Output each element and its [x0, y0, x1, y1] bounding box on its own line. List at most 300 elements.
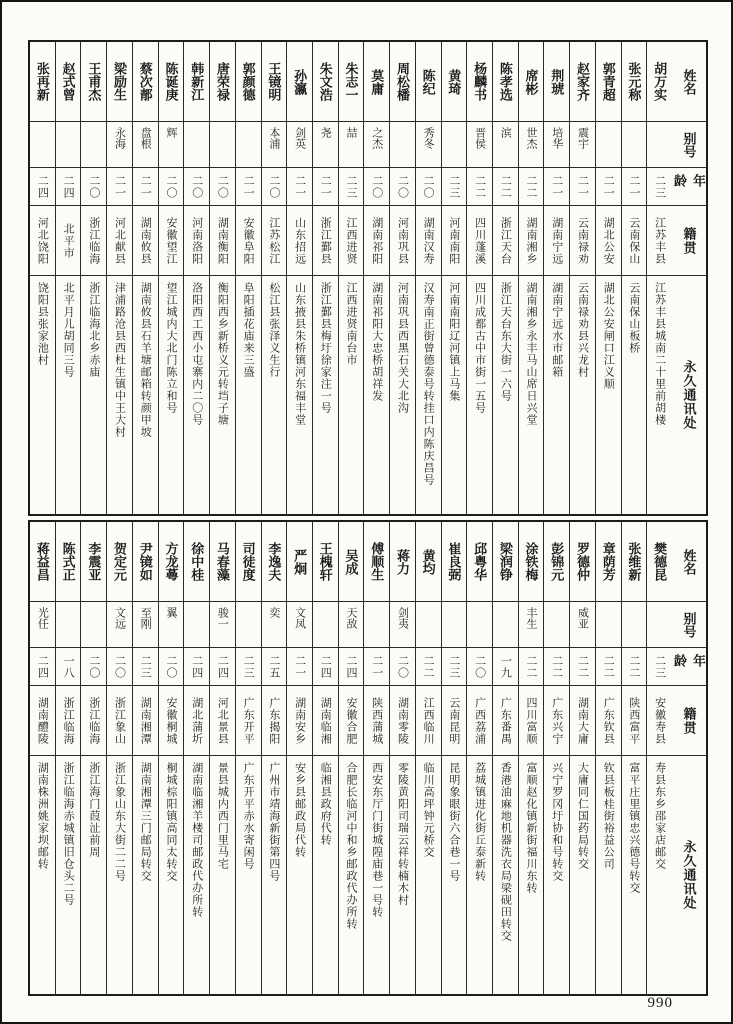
- person-column: [518, 522, 544, 994]
- person-age: 二〇: [416, 168, 441, 206]
- person-native-place: 浙江临海: [81, 686, 106, 756]
- person-column: [261, 42, 287, 514]
- person-age: 二三: [647, 168, 672, 206]
- person-name: 马春藻: [210, 522, 235, 602]
- person-native-place: 四川富顺: [519, 686, 544, 756]
- person-name: 胡万实: [647, 42, 672, 122]
- person-alias: 培华: [544, 122, 569, 168]
- person-alias: 秀冬: [416, 122, 441, 168]
- person-age: 二五: [262, 648, 287, 686]
- person-column: [621, 42, 647, 514]
- person-native-place: 湖南湘潭: [133, 686, 158, 756]
- person-age: 二〇: [184, 168, 209, 206]
- person-native-place: 浙江象山: [107, 686, 132, 756]
- person-column: [209, 42, 235, 514]
- person-column: [30, 522, 55, 994]
- person-column: [569, 522, 595, 994]
- person-alias: [493, 602, 518, 648]
- person-address: 昆明象眼街六合巷一号: [447, 762, 460, 882]
- person-native-place: 广东开平: [236, 686, 261, 756]
- person-alias: [184, 122, 209, 168]
- person-address: 洛阳西工西小屯寨内二〇号: [190, 282, 203, 426]
- person-native-place: 江苏松江: [262, 206, 287, 276]
- person-name: 涂铁梅: [519, 522, 544, 602]
- person-native-place: 山东招远: [287, 206, 312, 276]
- person-native-place: 浙江鄞县: [313, 206, 338, 276]
- person-age: 二〇: [81, 648, 106, 686]
- person-age: 二二: [467, 168, 492, 206]
- person-name: 韩新江: [184, 42, 209, 122]
- person-native-place: 河北献县: [107, 206, 132, 276]
- person-name: 梁润铮: [493, 522, 518, 602]
- person-age: 二二: [519, 168, 544, 206]
- person-address: 阜阳插花庙来三盛: [242, 282, 255, 378]
- person-name: 方龙蕚: [159, 522, 184, 602]
- person-native-place: 浙江天台: [493, 206, 518, 276]
- person-name: 李逸夫: [262, 522, 287, 602]
- person-alias: 滨: [493, 122, 518, 168]
- person-column: [106, 42, 132, 514]
- person-column: [338, 42, 364, 514]
- person-native-place: 安徽阜阳: [236, 206, 261, 276]
- person-age: 二〇: [364, 168, 389, 206]
- person-column: [312, 42, 338, 514]
- person-column: [261, 522, 287, 994]
- person-native-place: 湖南祁阳: [364, 206, 389, 276]
- person-alias: 尧: [313, 122, 338, 168]
- person-name: 唐荣禄: [210, 42, 235, 122]
- person-native-place: 广西荔浦: [467, 686, 492, 756]
- person-name: 徐中桂: [184, 522, 209, 602]
- person-age: 二〇: [159, 648, 184, 686]
- person-age: 二三: [236, 648, 261, 686]
- person-column: [80, 522, 106, 994]
- person-name: 杨麟书: [467, 42, 492, 122]
- person-alias: [596, 602, 621, 648]
- person-name: 罗德仲: [570, 522, 595, 602]
- person-native-place: 云南昆明: [442, 686, 467, 756]
- person-name: 梁励生: [107, 42, 132, 122]
- person-alias: 震宇: [570, 122, 595, 168]
- person-alias: 之杰: [364, 122, 389, 168]
- person-native-place: 北平市: [56, 206, 81, 276]
- person-native-place: 四川蓬溪: [467, 206, 492, 276]
- person-column: [389, 42, 415, 514]
- person-column: [235, 522, 261, 994]
- person-name: 司徒度: [236, 522, 261, 602]
- person-native-place: 江苏丰县: [647, 206, 672, 276]
- person-native-place: 广东揭阳: [262, 686, 287, 756]
- person-address: 浙江临海赤城镇旧仓头二号: [62, 762, 75, 906]
- person-alias: 天敌: [339, 602, 364, 648]
- person-address: 安乡县邮政局代转: [293, 762, 306, 858]
- person-age: 二四: [313, 648, 338, 686]
- person-column: [363, 42, 389, 514]
- person-alias: [81, 122, 106, 168]
- person-native-place: 广东钦县: [596, 686, 621, 756]
- person-column: [543, 522, 569, 994]
- person-name: 张维新: [622, 522, 647, 602]
- person-alias: 永海: [107, 122, 132, 168]
- header-native: 籍贯: [672, 206, 706, 276]
- person-column: [569, 42, 595, 514]
- person-name: 樊德昆: [647, 522, 672, 602]
- person-age: 二二: [519, 648, 544, 686]
- person-alias: 喆: [339, 122, 364, 168]
- person-alias: [596, 122, 621, 168]
- person-name: 严炯: [287, 522, 312, 602]
- person-address: 松江县张泽义生行: [267, 282, 280, 378]
- person-alias: 威亚: [570, 602, 595, 648]
- person-native-place: 湖南醴陵: [30, 686, 55, 756]
- person-age: 二三: [133, 648, 158, 686]
- person-alias: [56, 602, 81, 648]
- person-native-place: 陕西富平: [622, 686, 647, 756]
- person-alias: [390, 122, 415, 168]
- person-native-place: 河北饶阳: [30, 206, 55, 276]
- person-native-place: 云南保山: [622, 206, 647, 276]
- person-alias: [544, 602, 569, 648]
- person-address: 汉寿南正街曾德泰号转挂口内陈庆昌号: [422, 282, 435, 486]
- person-name: 蒋益昌: [30, 522, 55, 602]
- person-alias: [364, 602, 389, 648]
- person-column: [415, 522, 441, 994]
- person-age: 二二: [622, 648, 647, 686]
- person-address: 荔城镇进化街丘泰新转: [473, 762, 486, 882]
- person-alias: [236, 122, 261, 168]
- header-column: [672, 522, 706, 994]
- person-native-place: 广东兴宁: [544, 686, 569, 756]
- person-address: 湖南湘潭三门邮局转交: [139, 762, 152, 882]
- header-age: 年龄: [672, 648, 706, 686]
- person-name: 张再新: [30, 42, 55, 122]
- person-address: 香港油麻地机器洗衣局梁砚田转交: [499, 762, 512, 942]
- person-address: 富平庄里镇忠兴德号转交: [627, 762, 640, 894]
- person-address: 西安东厅门街城隍庙巷一号转: [370, 762, 383, 918]
- person-address: 合肥长临河中和乡邮政代办所转: [345, 762, 358, 930]
- person-age: 二〇: [159, 168, 184, 206]
- person-alias: [30, 122, 55, 168]
- person-column: [543, 42, 569, 514]
- person-address: 湖南攸县石羊塘邮箱转颜甲坡: [139, 282, 152, 438]
- person-age: 二〇: [81, 168, 106, 206]
- person-alias: [467, 602, 492, 648]
- person-age: 二一: [570, 168, 595, 206]
- person-name: 朱志一: [339, 42, 364, 122]
- person-column: [55, 522, 81, 994]
- person-name: 彭锦元: [544, 522, 569, 602]
- person-age: 二〇: [210, 168, 235, 206]
- person-name: 章荫芳: [596, 522, 621, 602]
- person-alias: [647, 602, 672, 648]
- person-alias: 文远: [107, 602, 132, 648]
- person-column: [183, 42, 209, 514]
- person-address: 河南南阳辽河镇上马集: [447, 282, 460, 402]
- person-column: [209, 522, 235, 994]
- person-age: 一九: [493, 648, 518, 686]
- person-column: [132, 522, 158, 994]
- person-address: 望江城内大北门陈立和号: [164, 282, 177, 414]
- person-column: [183, 522, 209, 994]
- person-name: 陈孝选: [493, 42, 518, 122]
- person-native-place: 云南禄劝: [570, 206, 595, 276]
- person-native-place: 安徽望江: [159, 206, 184, 276]
- person-name: 席彬: [519, 42, 544, 122]
- person-age: 一八: [56, 648, 81, 686]
- person-address: 寿县东乡邵家店邮交: [653, 762, 666, 870]
- person-alias: 辉: [159, 122, 184, 168]
- person-address: 浙江象山东大街二二号: [113, 762, 126, 882]
- person-native-place: 湖北公安: [596, 206, 621, 276]
- person-alias: 骏一: [210, 602, 235, 648]
- person-column: [492, 42, 518, 514]
- person-native-place: 河南南阳: [442, 206, 467, 276]
- person-column: [595, 42, 621, 514]
- person-native-place: 湖南宁远: [544, 206, 569, 276]
- person-column: [492, 522, 518, 994]
- person-age: 二〇: [107, 648, 132, 686]
- person-address: 云南禄劝县兴龙村: [576, 282, 589, 378]
- person-column: [646, 522, 672, 994]
- person-native-place: 安徽合肥: [339, 686, 364, 756]
- person-alias: 文凤: [287, 602, 312, 648]
- person-column: [106, 522, 132, 994]
- person-name: 赵式曾: [56, 42, 81, 122]
- person-age: 二三: [647, 648, 672, 686]
- person-address: 湖南宁远水市邮箱: [550, 282, 563, 378]
- person-name: 赵家齐: [570, 42, 595, 122]
- person-address: 浙江海门葭沚前周: [87, 762, 100, 858]
- person-name: 李震亚: [81, 522, 106, 602]
- person-native-place: 湖北蒲圻: [184, 686, 209, 756]
- header-native: 籍贯: [672, 686, 706, 756]
- person-column: [80, 42, 106, 514]
- person-age: 二二: [544, 648, 569, 686]
- person-age: 二二: [493, 168, 518, 206]
- person-name: 邱粤华: [467, 522, 492, 602]
- person-address: 饶阳县张家池村: [36, 282, 49, 366]
- person-age: 二一: [313, 168, 338, 206]
- person-name: 荆琥: [544, 42, 569, 122]
- person-alias: [442, 602, 467, 648]
- header-alias: 别号: [672, 602, 706, 648]
- person-address: 零陵黄阳司瑞云祥转楠木村: [396, 762, 409, 906]
- person-address: 桐城棕阳镇高同太转交: [164, 762, 177, 882]
- person-column: [55, 42, 81, 514]
- person-native-place: 浙江临海: [56, 686, 81, 756]
- person-address: 浙江天台东大街一六号: [499, 282, 512, 402]
- person-alias: 晋侯: [467, 122, 492, 168]
- person-alias: 世杰: [519, 122, 544, 168]
- person-alias: [81, 602, 106, 648]
- header-alias: 别号: [672, 122, 706, 168]
- person-address: 湖北公安闸口江义顺: [602, 282, 615, 390]
- person-native-place: 湖南攸县: [133, 206, 158, 276]
- person-age: 二〇: [390, 168, 415, 206]
- person-age: 二一: [544, 168, 569, 206]
- person-name: 陈纪: [416, 42, 441, 122]
- person-alias: 光任: [30, 602, 55, 648]
- person-native-place: 湖南汉寿: [416, 206, 441, 276]
- person-column: [441, 42, 467, 514]
- person-native-place: 江西进贤: [339, 206, 364, 276]
- person-age: 二一: [133, 168, 158, 206]
- person-name: 崔良弼: [442, 522, 467, 602]
- person-native-place: 河南巩县: [390, 206, 415, 276]
- person-alias: [313, 602, 338, 648]
- person-name: 黄琦: [442, 42, 467, 122]
- person-name: 贺定元: [107, 522, 132, 602]
- person-name: 陈诞庚: [159, 42, 184, 122]
- person-address: 广东开平赤水寄闲号: [242, 762, 255, 870]
- person-name: 张元称: [622, 42, 647, 122]
- person-native-place: 浙江临海: [81, 206, 106, 276]
- person-age: 二二: [416, 648, 441, 686]
- person-age: 二三: [442, 648, 467, 686]
- roster-table-bottom: [28, 520, 708, 996]
- person-address: 湖南湘乡永丰马山席日兴堂: [525, 282, 538, 426]
- person-age: 二一: [107, 168, 132, 206]
- person-native-place: 湖南衡阳: [210, 206, 235, 276]
- header-age: 年龄: [672, 168, 706, 206]
- person-address: 临川高坪钟元桥交: [422, 762, 435, 858]
- person-column: [30, 42, 55, 514]
- person-address: 湖南祁阳大忠桥胡祥发: [370, 282, 383, 402]
- person-name: 莫庸: [364, 42, 389, 122]
- header-address: 永久通讯处: [681, 840, 697, 910]
- person-column: [518, 42, 544, 514]
- person-name: 黄均: [416, 522, 441, 602]
- person-alias: [210, 122, 235, 168]
- person-address: 浙江鄞县梅圩徐家注一号: [319, 282, 332, 414]
- person-age: 二三: [442, 168, 467, 206]
- header-address: 永久通讯处: [681, 360, 697, 430]
- person-alias: 盘根: [133, 122, 158, 168]
- person-alias: 剑英: [287, 122, 312, 168]
- person-address: 四川成都古中市街一五号: [473, 282, 486, 414]
- person-address: 江苏丰县城南二十里前胡楼: [653, 282, 666, 426]
- person-age: 二〇: [390, 648, 415, 686]
- person-name: 朱文浩: [313, 42, 338, 122]
- person-name: 陈式正: [56, 522, 81, 602]
- person-native-place: 广东番禺: [493, 686, 518, 756]
- person-column: [441, 522, 467, 994]
- person-alias: [622, 602, 647, 648]
- person-name: 郭青超: [596, 42, 621, 122]
- person-age: 二四: [184, 648, 209, 686]
- person-name: 周松橎: [390, 42, 415, 122]
- person-name: 尹镜如: [133, 522, 158, 602]
- header-column: [672, 42, 706, 514]
- person-native-place: 河北景县: [210, 686, 235, 756]
- person-column: [158, 42, 184, 514]
- person-column: [286, 522, 312, 994]
- person-age: 二一: [236, 168, 261, 206]
- person-name: 傅顺生: [364, 522, 389, 602]
- person-address: 津浦路沧县西杜生镇中王大村: [113, 282, 126, 438]
- person-address: 山东掖县朱桥镇河东福丰堂: [293, 282, 306, 426]
- person-column: [363, 522, 389, 994]
- person-native-place: 陕西蒲城: [364, 686, 389, 756]
- person-address: 钦县板桂街裕益公司: [602, 762, 615, 870]
- person-age: 二〇: [467, 648, 492, 686]
- header-name: 姓名: [672, 522, 706, 602]
- person-native-place: 安徽桐城: [159, 686, 184, 756]
- roster-table-top: [28, 40, 708, 516]
- person-native-place: 湖南大庸: [570, 686, 595, 756]
- person-alias: 翼: [159, 602, 184, 648]
- person-column: [415, 42, 441, 514]
- person-column: [466, 42, 492, 514]
- person-alias: 至刚: [133, 602, 158, 648]
- person-native-place: 湖南安乡: [287, 686, 312, 756]
- person-alias: [56, 122, 81, 168]
- person-age: 二二: [596, 648, 621, 686]
- person-column: [389, 522, 415, 994]
- person-age: 二四: [30, 648, 55, 686]
- person-column: [595, 522, 621, 994]
- person-alias: [647, 122, 672, 168]
- person-column: [286, 42, 312, 514]
- person-address: 广州市靖海新街第四号: [267, 762, 280, 882]
- person-name: 蔡次郬: [133, 42, 158, 122]
- person-age: 二一: [287, 648, 312, 686]
- person-address: 河南巩县西黑石关大北沟: [396, 282, 409, 414]
- person-address: 富顺赵化镇新街福川东转: [525, 762, 538, 894]
- person-address: 湖南临湘羊楼司邮政代办所转: [190, 762, 203, 918]
- person-address: 衡阳西乡新桥义元转垱子塘: [216, 282, 229, 426]
- person-column: [312, 522, 338, 994]
- person-native-place: 河南洛阳: [184, 206, 209, 276]
- person-native-place: 湖南湘乡: [519, 206, 544, 276]
- person-column: [466, 522, 492, 994]
- page-number: 990: [647, 995, 673, 1011]
- person-age: 二三: [339, 168, 364, 206]
- person-alias: 丰生: [519, 602, 544, 648]
- person-alias: [236, 602, 261, 648]
- person-column: [132, 42, 158, 514]
- person-address: 大庸同仁国药局转交: [576, 762, 589, 870]
- person-column: [621, 522, 647, 994]
- person-column: [646, 42, 672, 514]
- person-age: 二一: [622, 168, 647, 206]
- person-address: 云南保山板桥: [627, 282, 640, 354]
- person-age: 二四: [339, 648, 364, 686]
- person-age: 二一: [287, 168, 312, 206]
- person-age: 二一: [364, 648, 389, 686]
- person-alias: [442, 122, 467, 168]
- person-age: 二二: [570, 648, 595, 686]
- person-address: 临湘县政府代转: [319, 762, 332, 846]
- person-name: 蒋力: [390, 522, 415, 602]
- person-native-place: 湖南零陵: [390, 686, 415, 756]
- person-age: 二〇: [262, 168, 287, 206]
- person-address: 北平月儿胡同三号: [62, 282, 75, 378]
- person-alias: [416, 602, 441, 648]
- person-age: 二一: [596, 168, 621, 206]
- person-alias: 剑夷: [390, 602, 415, 648]
- person-name: 郭颜德: [236, 42, 261, 122]
- person-age: 二四: [56, 168, 81, 206]
- person-age: 二四: [210, 648, 235, 686]
- person-address: 兴宁罗冈圩协和号转交: [550, 762, 563, 882]
- person-address: 江西进贤南台市: [345, 282, 358, 366]
- person-name: 王槐轩: [313, 522, 338, 602]
- person-name: 王甫杰: [81, 42, 106, 122]
- person-alias: [184, 602, 209, 648]
- person-name: 王镜明: [262, 42, 287, 122]
- header-name: 姓名: [672, 42, 706, 122]
